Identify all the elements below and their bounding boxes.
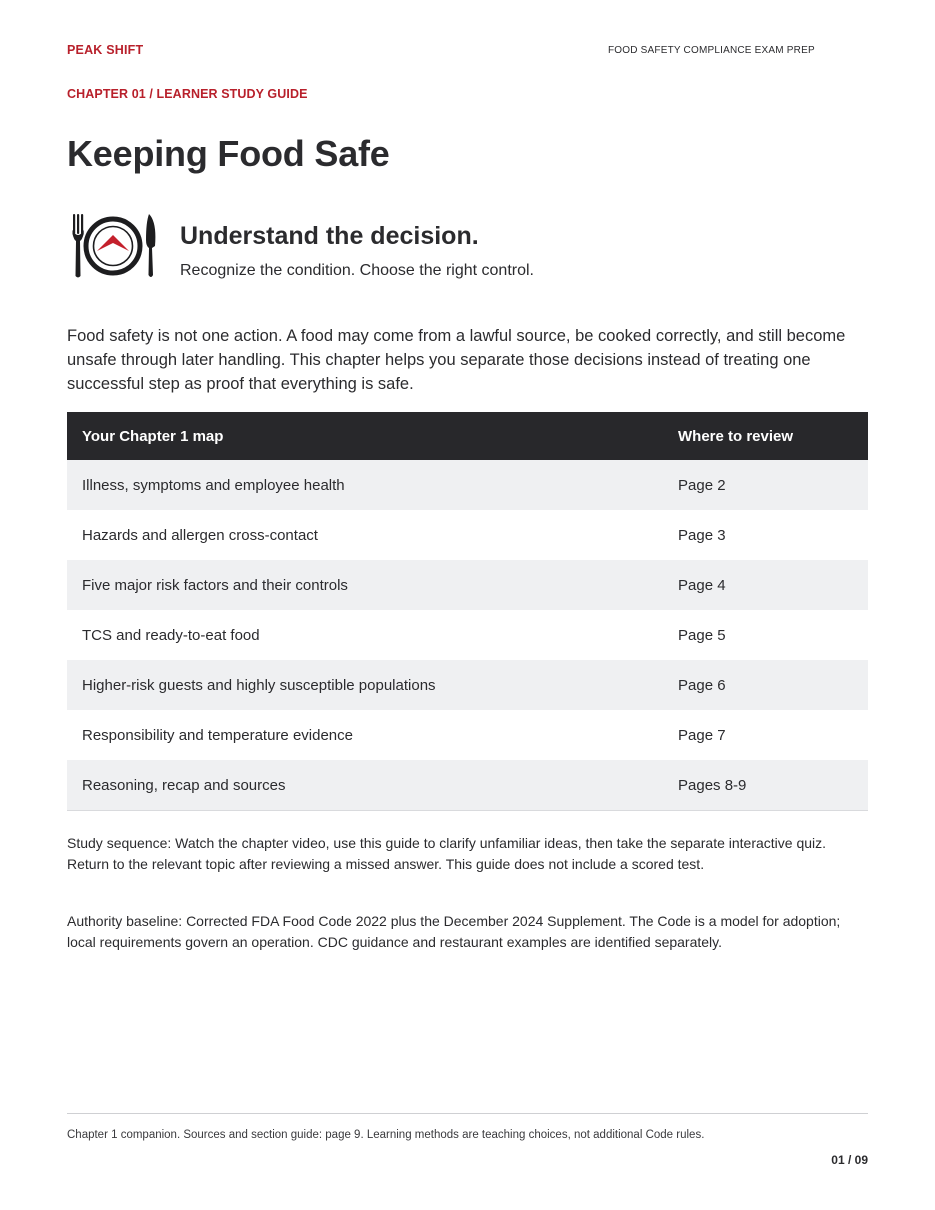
table-cell-topic: Reasoning, recap and sources [67,760,663,811]
table-cell-page: Page 4 [663,560,868,610]
table-header-topic: Your Chapter 1 map [67,412,663,460]
table-cell-topic: Five major risk factors and their controls [67,560,663,610]
table-cell-topic: Higher-risk guests and highly susceptible populations [67,660,663,710]
footer-note: Chapter 1 companion. Sources and section guide: page 9. Learning methods are teaching choices, not additional Code rules. [67,1129,705,1141]
table-header-row [67,412,868,460]
table-row [67,710,868,760]
table-cell-page: Pages 8-9 [663,760,868,811]
hero-subheading: Recognize the condition. Choose the right control. [180,262,534,279]
table-cell-topic: Hazards and allergen cross-contact [67,510,663,560]
table-cell-page: Page 2 [663,460,868,510]
table-row [67,760,868,811]
table-cell-topic: Illness, symptoms and employee health [67,460,663,510]
table-row [67,660,868,710]
table-row [67,510,868,560]
intro-paragraph: Food safety is not one action. A food may come from a lawful source, be cooked correctly, and still become unsafe through later handling. This chapter helps you separate those decisions instead of treating one successful step as proof that everything is safe. [67,327,846,393]
hero-heading: Understand the decision. [180,222,479,250]
table-header-review: Where to review [663,412,868,460]
table-cell-page: Page 6 [663,660,868,710]
table-row [67,460,868,510]
brand-name: PEAK SHIFT [67,43,144,57]
table-row [67,610,868,660]
page-title: Keeping Food Safe [67,133,390,174]
table-cell-page: Page 5 [663,610,868,660]
plate-fork-knife-icon [70,212,158,280]
header-course-label: FOOD SAFETY COMPLIANCE EXAM PREP [608,45,815,56]
table-cell-topic: Responsibility and temperature evidence [67,710,663,760]
page-number: 01 / 09 [831,1153,868,1167]
table-cell-page: Page 7 [663,710,868,760]
table-cell-topic: TCS and ready-to-eat food [67,610,663,660]
table-row [67,560,868,610]
chapter-map-table [67,412,868,811]
chapter-kicker: CHAPTER 01 / LEARNER STUDY GUIDE [67,87,308,101]
table-cell-page: Page 3 [663,510,868,560]
study-sequence-note: Study sequence: Watch the chapter video, use this guide to clarify unfamiliar ideas, then take the separate interactive quiz. Return to the relevant topic after reviewing a missed answer. This guide does not include a scored test. [67,835,827,872]
authority-baseline-note: Authority baseline: Corrected FDA Food Code 2022 plus the December 2024 Supplement. The Code is a model for adoption; local requirements govern an operation. CDC guidance and restaurant examples are identified separately. [67,913,841,950]
footer-divider [67,1113,868,1114]
